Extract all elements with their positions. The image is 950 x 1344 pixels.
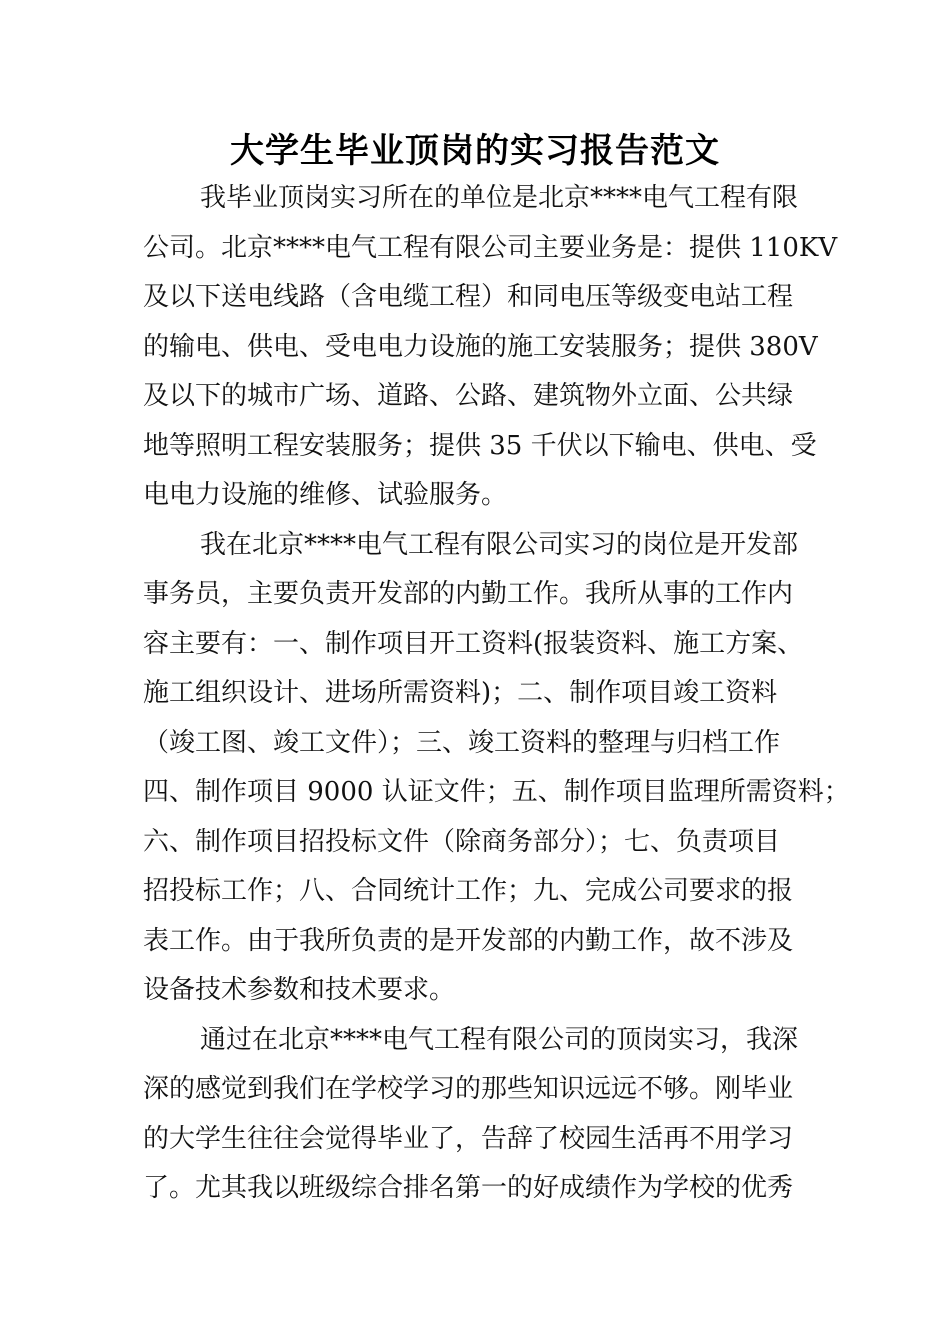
paragraph-line: 深的感觉到我们在学校学习的那些知识远远不够。刚毕业	[143, 1074, 794, 1104]
paragraph-line: 的输电、供电、受电电力设施的施工安装服务；提供 380V	[143, 331, 818, 362]
document-body	[143, 174, 850, 1214]
paragraph-line: 地等照明工程安装服务；提供 35 千伏以下输电、供电、受	[143, 430, 817, 461]
paragraph-line: 及以下送电线路（含电缆工程）和同电压等级变电站工程	[143, 282, 794, 312]
paragraph-line: 施工组织设计、进场所需资料)；二、制作项目竣工资料	[143, 678, 778, 708]
paragraph-line: 事务员，主要负责开发部的内勤工作。我所从事的工作内	[143, 579, 794, 609]
paragraph-line: 及以下的城市广场、道路、公路、建筑物外立面、公共绿	[143, 381, 794, 411]
paragraph-line: 设备技术参数和技术要求。	[143, 975, 456, 1005]
paragraph-line: 通过在北京****电气工程有限公司的顶岗实习，我深	[200, 1024, 799, 1055]
paragraph-line: 四、制作项目 9000 认证文件；五、制作项目监理所需资料；	[143, 777, 850, 807]
paragraph-line: （竣工图、竣工文件）；三、竣工资料的整理与归档工作	[143, 727, 781, 758]
paragraph-line: 了。尤其我以班级综合排名第一的好成绩作为学校的优秀	[143, 1173, 794, 1203]
paragraph-line: 招投标工作；八、合同统计工作；九、完成公司要求的报	[143, 876, 794, 906]
paragraph-line: 公司。北京****电气工程有限公司主要业务是：提供 110KV	[143, 232, 838, 263]
paragraph-line: 我在北京****电气工程有限公司实习的岗位是开发部	[200, 529, 799, 560]
paragraph-line: 六、制作项目招投标文件（除商务部分）；七、负责项目	[143, 826, 781, 857]
paragraph-line: 我毕业顶岗实习所在的单位是北京****电气工程有限	[200, 183, 799, 213]
paragraph-line: 容主要有：一、制作项目开工资料(报装资料、施工方案、	[143, 628, 804, 659]
paragraph-reflection	[143, 1016, 808, 1214]
paragraph-job-duties	[143, 521, 850, 1016]
paragraph-line: 电电力设施的维修、试验服务。	[143, 480, 508, 510]
document-title: 大学生毕业顶岗的实习报告范文	[230, 131, 720, 171]
paragraph-line: 的大学生往往会觉得毕业了，告辞了校园生活再不用学习	[143, 1123, 794, 1154]
paragraph-line: 表工作。由于我所负责的是开发部的内勤工作，故不涉及	[143, 925, 794, 956]
paragraph-company-intro	[143, 174, 838, 521]
